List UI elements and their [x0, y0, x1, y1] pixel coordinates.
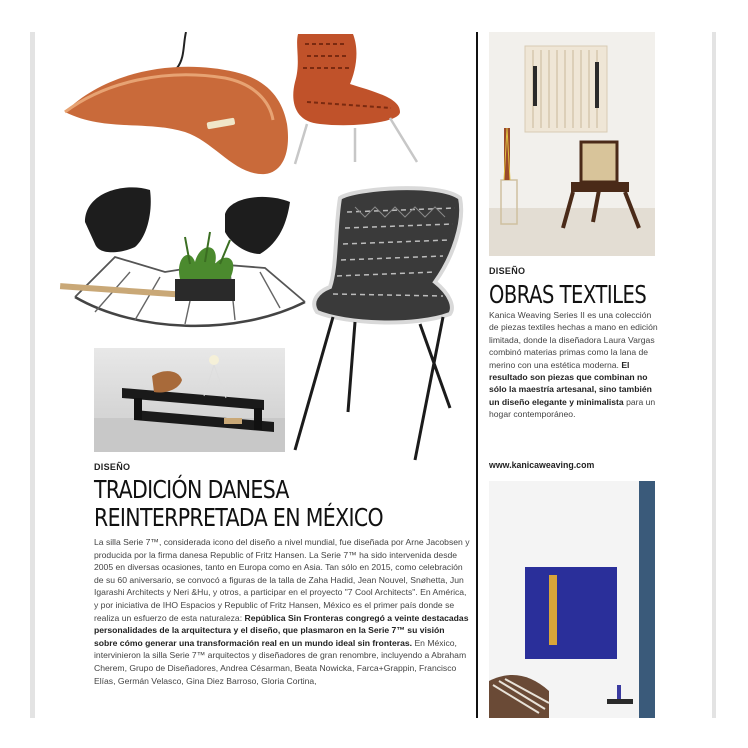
column-divider: [476, 32, 478, 718]
headline-line2: REINTERPRETADA EN MÉXICO: [94, 503, 384, 532]
black-chairs-sculpture: [60, 187, 305, 326]
blue-textile-photo: [489, 481, 655, 718]
coffee-table-photo: [94, 348, 285, 452]
page-edge-left: [30, 32, 35, 718]
wooden-chair-photo: [489, 32, 655, 256]
article-body: [94, 536, 470, 687]
section-label: DISEÑO: [94, 462, 131, 472]
patterned-series7-chair: [295, 188, 461, 460]
website-link[interactable]: www.kanicaweaving.com: [489, 460, 595, 470]
page-edge-right: [712, 32, 716, 718]
textiles-body: [489, 309, 659, 421]
copper-pendant-lamp: [65, 32, 288, 174]
body-part1: La silla Serie 7™, considerada icono del diseño a nivel mundial, fue diseñada por Arne Jacobsen y producida por la firma danesa Republic of Fritz Hansen. La Serie 7™ ha sido intervenida desde 2005 en diversas ocasiones, tanto en Europa como en Asia. Tan sólo en 2015, como celebración de su 60 aniversario, se convocó a figuras de la talla de Zaha Hadid, Jean Nouvel, Snøhetta, Jun Igarashi Architects y Neri &Hu, y otros, a participar en el proyecto "7 Cool Architects". En América, y por iniciativa de IHO Espacios y Republic of Fritz Hansen, México es el primer país donde se realiza un esfuerzo de esta naturaleza:: [94, 537, 470, 623]
article-headline: [94, 476, 406, 532]
body-bold: República Sin Fronteras congregó a veinte destacadas personalidades de la arquitectura y el diseño, que plasmaron en la Serie 7™ su visión sobre cómo generar una transformación real en un mundo ideal sin fronteras.: [94, 612, 469, 648]
textiles-headline: OBRAS TEXTILES: [489, 280, 647, 309]
headline-line1: TRADICIÓN DANESA: [94, 475, 289, 504]
textiles-body-part1: Kanica Weaving Series II es una colección de piezas textiles hechas a mano en edición limitada, donde la diseñadora Laura Vargas combinó materias primas como la lana de merino con una estética moderna.: [489, 310, 658, 370]
textiles-body-bold: El resultado son piezas que combinan no sólo la maestría artesanal, sino también un diseño elegante y minimalista: [489, 359, 652, 407]
textiles-body-part2: para un hogar contemporáneo.: [489, 396, 656, 420]
orange-woven-chair: [293, 34, 417, 164]
body-part2: En México, intervinieron la silla Serie 7™ arquitectos y diseñadores de gran renombre, incluyendo a Abraham Cherem, Grupo de Diseñadores, Andrea Césarman, Beata Nowicka, Farca+Grappin, Francisco Elías, Germán Velasco, Gina Diez Barroso, Gloria Cortina,: [94, 637, 467, 686]
section-label-right: DISEÑO: [489, 266, 526, 276]
